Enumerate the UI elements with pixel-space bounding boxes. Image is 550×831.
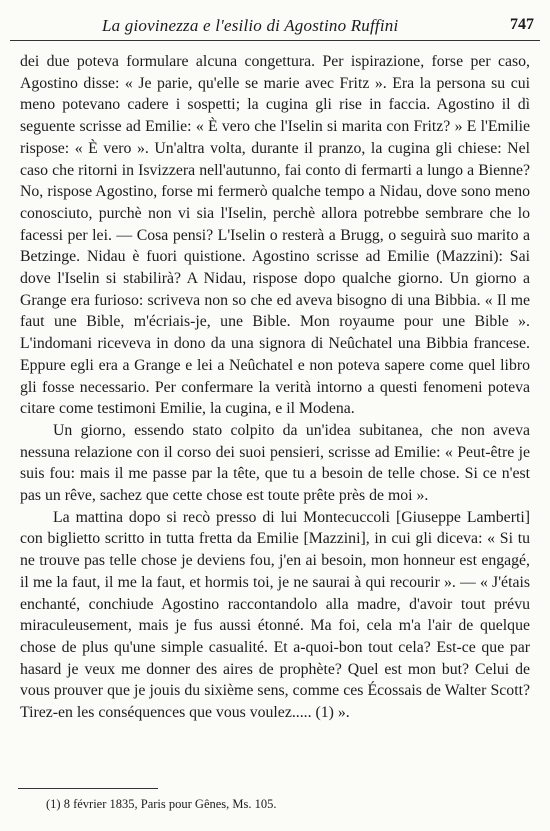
body-text <box>20 51 530 724</box>
page-number: 747 <box>510 16 534 33</box>
paragraph: La mattina dopo si recò presso di lui Montecuccoli [Giuseppe Lamberti] con biglietto scritto in tutta fretta da Emilie [Mazzini], in cui gli diceva: « Si tu ne trouve pas telle chose je deviens fou, j'en ai besoin, mon honneur est engagé, il me la faut, il me la faut, et hormis toi, je ne saurai à qui recourir ». — « J'étais enchanté, conchiude Agostino raccontandolo alla madre, d'avoir tout prévu miraculeusement, mais je fus aussi étonné. Ma foi, cela m'a l'air de quelque chose de plus qu'une simple casualité. Et a-quoi-bon tout cela? Est-ce que par hasard je veux me donner des aires de prophète? Quel est mon but? Celui de vous prouver que je jouis du sixième sens, comme ces Écossais de Walter Scott? Tirez-en les conséquences que vous voulez..... (1) ». <box>20 508 530 722</box>
footnote: (1) 8 février 1835, Paris pour Gênes, Ms. 105. <box>46 797 277 811</box>
running-title: La giovinezza e l'esilio di Agostino Ruffini <box>102 16 399 35</box>
page-header <box>10 12 540 41</box>
paragraph: dei due poteva formulare alcuna congettura. Per ispirazione, forse per caso, Agostino disse: « Je parie, qu'elle se marie avec Fritz ». Era la persona su cui meno potevano cadere i sospetti; la cugina gli rise in faccia. Agostino il dì seguente scrisse ad Emilie: « È vero che l'Iselin si marita con Fritz? » E l'Emilie rispose: « È vero ». Un'altra volta, durante il pranzo, la cugina gli chiese: Nel caso che ritorni in Isvizzera nell'autunno, fai conto di fermarti a lungo a Bienne? No, rispose Agostino, forse mi fermerò qualche tempo a Nidau, dove sono meno conosciuto, purchè non vi sia l'Iselin, perchè allora potrebbe sembrare che lo facessi per lei. — Cosa pensi? L'Iselin o resterà a Brugg, o seguirà suo marito a Betzinge. Nidau è fuori quistione. Agostino scrisse ad Emilie (Mazzini): Sai dove l'Iselin si stabilirà? A Nidau, rispose dopo qualche giorno. Un giorno a Grange era furioso: scriveva non so che ed aveva bisogno di una Bibbia. « Il me faut une Bible, m'écriais-je, une Bible. Mon royaume pour une Bible ». L'indomani riceveva in dono da una signora di Neûchatel una Bibbia francese. Eppure egli era a Grange e lei a Neûchatel e non poteva sapere come quel libro gli fosse necessario. Per confermare la verità intorno a questi fenomeni poteva citare come testimoni Emilie, la cugina, e il Modena. <box>20 53 530 418</box>
paragraph: Un giorno, essendo stato colpito da un'idea subitanea, che non aveva nessuna relazione con il corso dei suoi pensieri, scrisse ad Emilie: « Peut-être je suis fou: mais il me passe par la tête, que tu a besoin de telle chose. Si ce n'est pas un rêve, sachez que cette chose est toute prête près de moi ». <box>20 421 530 505</box>
footnote-divider <box>18 788 158 789</box>
